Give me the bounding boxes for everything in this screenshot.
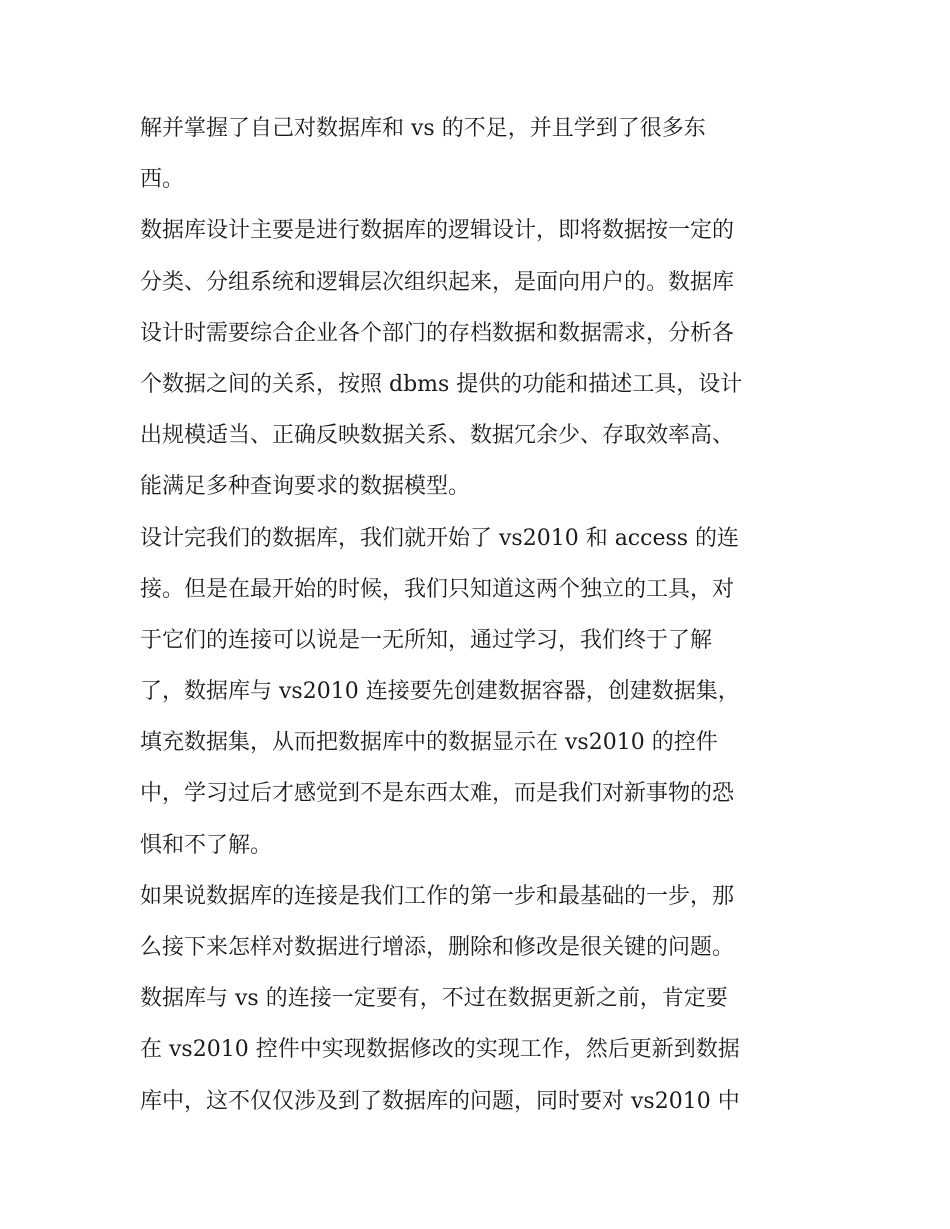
text-line: 惧和不了解。 [140,832,273,858]
text-line: 解并掌握了自己对数据库和 vs 的不足，并且学到了很多东 [140,116,706,141]
text-line: 设计完我们的数据库，我们就开始了 vs2010 和 access 的连 [140,525,740,551]
text-line: 分类、分组系统和逻辑层次组织起来，是面向用户的。数据库 [140,269,735,295]
text-line: 设计时需要综合企业各个部门的存档数据和数据需求，分析各 [140,320,735,346]
text-line: 能满足多种查询要求的数据模型。 [140,474,471,500]
text-line: 中，学习过后才感觉到不是东西太难，而是我们对新事物的恐 [140,781,735,807]
text-line: 西。 [140,167,185,193]
text-line: 么接下来怎样对数据进行增添，删除和修改是很关键的问题。 [140,935,735,960]
text-line: 了，数据库与 vs2010 连接要先创建数据容器，创建数据集， [140,679,740,705]
text-line: 数据库与 vs 的连接一定要有，不过在数据更新之前，肯定要 [140,986,728,1012]
text-line: 接。但是在最开始的时候，我们只知道这两个独立的工具，对 [140,576,735,602]
text-line: 数据库设计主要是进行数据库的逻辑设计，即将数据按一定的 [140,218,735,244]
text-line: 如果说数据库的连接是我们工作的第一步和最基础的一步，那 [140,883,735,909]
body-text [140,103,820,1127]
text-line: 在 vs2010 控件中实现数据修改的实现工作，然后更新到数据 [140,1037,740,1063]
text-line: 于它们的连接可以说是一无所知，通过学习，我们终于了解 [140,627,713,653]
text-line: 库中，这不仅仅涉及到了数据库的问题，同时要对 vs2010 中 [140,1088,740,1114]
text-line: 个数据之间的关系，按照 dbms 提供的功能和描述工具，设计 [140,371,743,397]
text-line: 填充数据集，从而把数据库中的数据显示在 vs2010 的控件 [140,730,718,756]
text-line: 出规模适当、正确反映数据关系、数据冗余少、存取效率高、 [140,423,735,449]
